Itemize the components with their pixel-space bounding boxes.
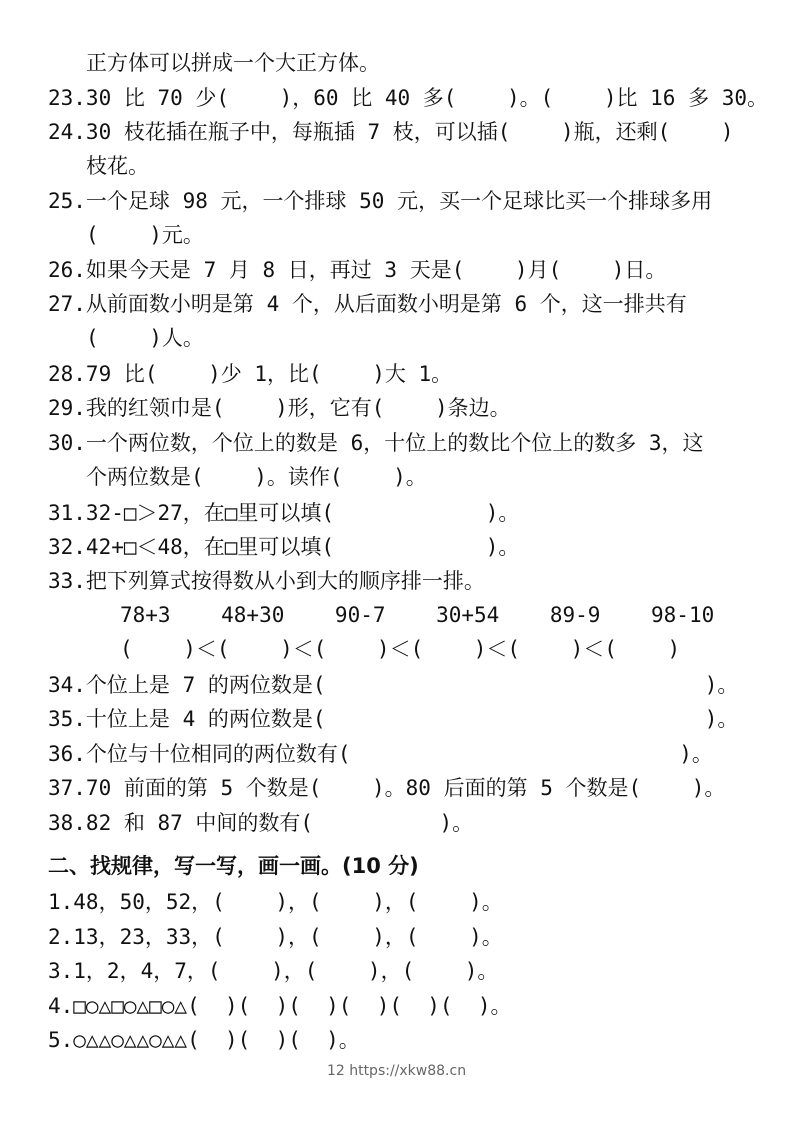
question-37: 37.70 前面的第 5 个数是( )。80 后面的第 5 个数是( )。 (48, 776, 726, 800)
question-27: 27.从前面数小明是第 4 个，从后面数小明是第 6 个，这一排共有 (48, 292, 687, 316)
question-24-continued: 枝花。 (86, 154, 149, 178)
page-footer: 12 https://xkw88.cn (326, 1063, 467, 1079)
question-23: 23.30 比 70 少( )，60 比 40 多( )。( )比 16 多 30。 (48, 86, 769, 110)
question-24: 24.30 枝花插在瓶子中，每瓶插 7 枝，可以插( )瓶，还剩( ) (48, 120, 734, 144)
question-30: 30.一个两位数，个位上的数是 6，十位上的数比个位上的数多 3，这 (48, 431, 704, 455)
question-25: 25.一个足球 98 元，一个排球 50 元，买一个足球比买一个排球多用 (48, 189, 713, 213)
question-29: 29.我的红领巾是( )形，它有( )条边。 (48, 396, 511, 420)
question-31: 31.32-□＞27，在□里可以填( )。 (48, 501, 520, 525)
question-32: 32.42+□＜48，在□里可以填( )。 (48, 535, 520, 559)
section-2-heading: 二、找规律，写一写，画一画。(10 分) (48, 854, 419, 878)
question-38: 38.82 和 87 中间的数有( )。 (48, 811, 474, 835)
question-33: 33.把下列算式按得数从小到大的顺序排一排。 (48, 569, 485, 593)
pattern-question-2: 2.13，23，33，( )，( )，( )。 (48, 925, 503, 949)
question-35: 35.十位上是 4 的两位数是( )。 (48, 707, 739, 731)
question-27-continued: ( )人。 (86, 326, 204, 350)
pattern-question-5: 5.○△△○△△○△△( )( )( )。 (48, 1028, 360, 1052)
question-26: 26.如果今天是 7 月 8 日，再过 3 天是( )月( )日。 (48, 258, 667, 282)
pattern-question-4: 4.□○△□○△□○△( )( )( )( )( )( )。 (48, 994, 512, 1018)
line-22-continued: 正方体可以拼成一个大正方体。 (86, 51, 380, 75)
question-34: 34.个位上是 7 的两位数是( )。 (48, 673, 739, 697)
question-28: 28.79 比( )少 1，比( )大 1。 (48, 362, 453, 386)
question-25-continued: ( )元。 (86, 223, 204, 247)
question-36: 36.个位与十位相同的两位数有( )。 (48, 742, 713, 766)
question-33-answer-blanks: ( )＜( )＜( )＜( )＜( )＜( ) (120, 637, 681, 661)
pattern-question-1: 1.48，50，52，( )，( )，( )。 (48, 890, 503, 914)
question-30-continued: 个两位数是( )。读作( )。 (86, 465, 427, 489)
pattern-question-3: 3.1，2，4，7，( )，( )，( )。 (48, 959, 499, 983)
question-33-expressions: 78+3 48+30 90-7 30+54 89-9 98-10 (120, 603, 715, 627)
